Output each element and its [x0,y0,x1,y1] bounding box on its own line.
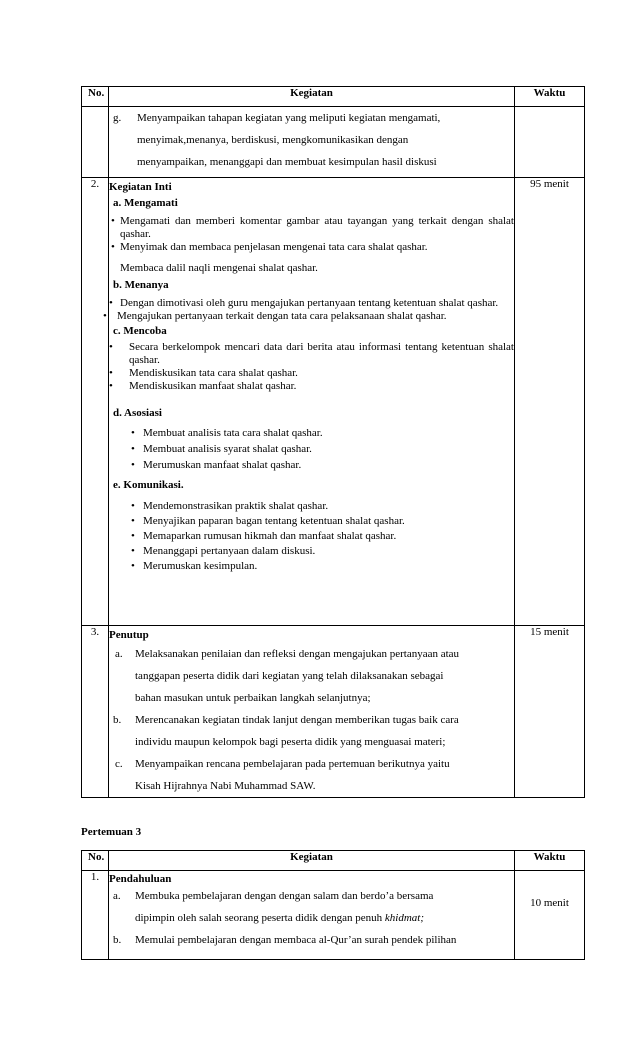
bullet-list [109,425,514,473]
section-label: Pertemuan 3 [81,826,142,838]
table-row-continued [82,107,585,178]
list-item: • Mendemonstrasikan praktik shalat qashar. [131,500,329,512]
section-title: Pendahuluan [109,873,172,885]
activity-table-2 [81,850,585,960]
header-kegiatan: Kegiatan [109,851,515,871]
list-item: • Membuat analisis syarat shalat qashar. [131,443,312,455]
subsection-title: d. Asosiasi [113,407,162,419]
subsection-title: a. Mengamati [113,197,178,209]
cell-waktu-empty [515,107,585,178]
cell-no: 1. [82,871,109,960]
section-title: Kegiatan Inti [109,181,172,193]
item-text: Membaca dalil naqli mengenai shalat qashar. [120,262,318,274]
list-item: • Membuat analisis tata cara shalat qashar. [131,427,323,439]
cell-no: 3. [82,626,109,798]
header-no: No. [82,851,109,871]
table-header-row [82,851,585,871]
list-item: • Secara berkelompok mencari data dari berita atau informasi tentang ketentuan shalat qashar. [109,341,514,366]
item-text: menyimak,menanya, berdiskusi, mengkomunikasikan dengan [137,134,409,146]
item-text: menyampaikan, menanggapi dan membuat kesimpulan hasil diskusi [137,156,437,168]
list-item: • Mendiskusikan tata cara shalat qashar. [109,367,298,379]
cell-kegiatan [103,178,515,626]
list-letter: g. [113,112,122,124]
list-item [109,107,514,173]
cell-waktu: 95 menit [515,178,585,626]
bullet-list [103,297,514,323]
table-row [82,626,585,798]
section-title: Penutup [109,629,149,641]
cell-waktu: 10 menit [515,871,585,960]
table-header-row [82,87,585,107]
cell-kegiatan [109,871,515,960]
item-text: Menyampaikan tahapan kegiatan yang meliputi kegiatan mengamati, [137,112,441,124]
list-item: • Dengan dimotivasi oleh guru mengajukan pertanyaan tentang ketentuan shalat qashar. [109,297,499,309]
list-item: • Memaparkan rumusan hikmah dan manfaat shalat qashar. [131,530,397,542]
table-row [82,871,585,960]
table-row [82,178,585,626]
header-kegiatan: Kegiatan [109,87,515,107]
header-waktu: Waktu [515,87,585,107]
list-item: • Mengamati dan memberi komentar gambar atau tayangan yang terkait dengan shalat qashar. [111,215,514,240]
activity-table-1 [81,86,585,798]
list-item: a. Membuka pembelajaran dengan dengan salam dan berdo’a bersama dipimpin oleh salah seorang peserta didik dengan penuh khidmat; [113,890,434,924]
bullet-list [109,215,514,254]
list-item: b. Memulai pembelajaran dengan membaca al-Qur’an surah pendek pilihan [113,934,457,946]
cell-no-empty [82,107,109,178]
list-item: • Mengajukan pertanyaan terkait dengan tata cara pelaksanaan shalat qashar. [103,310,447,322]
subsection-title: c. Mencoba [113,325,167,337]
cell-no: 2. [82,178,109,626]
cell-waktu: 15 menit [515,626,585,798]
list-item: b. Merencanakan kegiatan tindak lanjut dengan memberikan tugas baik cara individu maupun kelompok bagi peserta didik yang menguasai materi; [113,714,459,748]
subsection-title: e. Komunikasi. [113,479,184,491]
header-waktu: Waktu [515,851,585,871]
list-item: • Merumuskan manfaat shalat qashar. [131,459,302,471]
bullet-list [109,499,514,574]
list-item: • Mendiskusikan manfaat shalat qashar. [109,380,297,392]
cell-kegiatan [109,626,515,798]
header-no: No. [82,87,109,107]
list-item: • Menyajikan paparan bagan tentang ketentuan shalat qashar. [131,515,405,527]
cell-kegiatan-continued [109,107,515,178]
list-item: • Menanggapi pertanyaan dalam diskusi. [131,545,316,557]
list-item: • Menyimak dan membaca penjelasan mengenai tata cara shalat qashar. [111,241,428,253]
list-item: a. Melaksanakan penilaian dan refleksi dengan mengajukan pertanyaan atau tanggapan peserta didik dari kegiatan yang telah dilaksanakan sebagai bahan masukan untuk perbaikan langkah selanjutnya; [115,648,460,704]
list-item: c. Menyampaikan rencana pembelajaran pada pertemuan berikutnya yaitu Kisah Hijrahnya Nabi Muhammad SAW. [115,758,450,792]
bullet-list [109,341,514,393]
list-item: • Merumuskan kesimpulan. [131,560,258,572]
subsection-title: b. Menanya [113,279,169,291]
